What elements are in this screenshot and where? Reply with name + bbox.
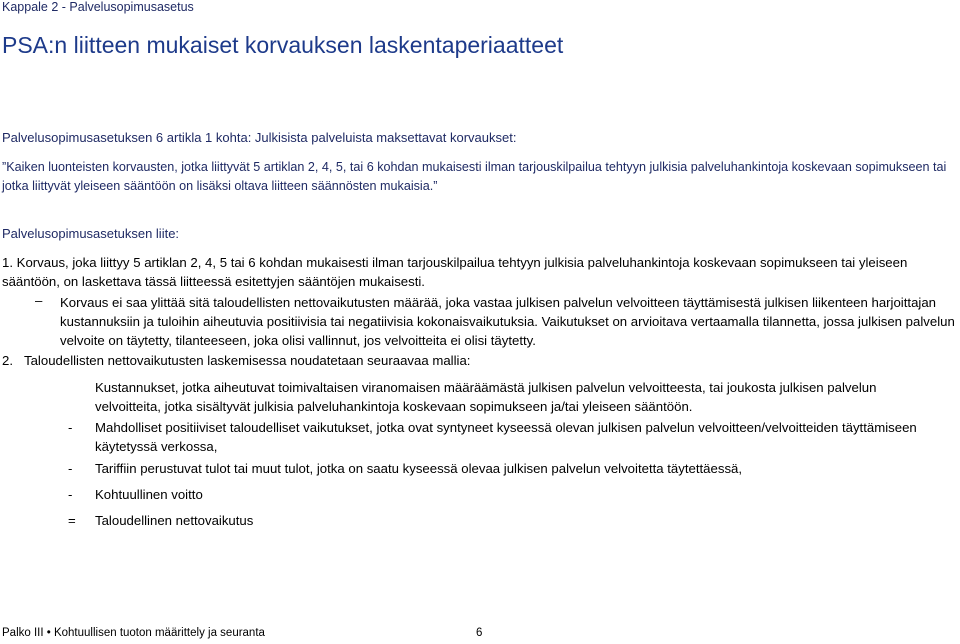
footer-text: Palko III • Kohtuullisen tuoton määrittely ja seuranta (2, 627, 265, 639)
formula-operator: = (68, 513, 76, 528)
section-heading-article: Palvelusopimusasetuksen 6 artikla 1 kohta: Julkisista palveluista maksettavat korvaukset: (2, 130, 517, 145)
formula-term: Mahdolliset positiiviset taloudelliset vaikutukset, jotka ovat syntyneet kyseessä olevan julkisen palvelun velvoitteen/velvoitteiden täyttämiseen käytetyssä verkossa, (95, 420, 917, 454)
formula-costs: Kustannukset, jotka aiheutuvat toimivaltaisen viranomaisen määräämästä julkisen palvelun velvoitteesta, tai joukosta julkisen palvelun velvoitteita, jotka sisältyvät julkisia palveluhankintoja koskevaan sopimukseen ja/tai yleiseen sääntöön. (95, 380, 877, 414)
formula-operator: - (68, 461, 73, 476)
formula-operator: - (68, 487, 73, 502)
article-quote: ”Kaiken luonteisten korvausten, jotka liittyvät 5 artiklan 2, 4, 5, tai 6 kohdan mukaisesti ilman tarjouskilpailua tehtyyn julkisia palveluhankintoja koskevaan sopimukseen tai jotka liittyvät yleiseen sääntöön on lisäksi oltava liitteen säännösten mukaisia.” (2, 160, 947, 193)
formula-result: Taloudellinen nettovaikutus (95, 513, 254, 528)
page-number: 6 (476, 627, 483, 639)
chapter-header: Kappale 2 - Palvelusopimusasetus (2, 0, 194, 14)
formula-term: Tariffiin perustuvat tulot tai muut tulot, jotka on saatu kyseessä olevaa julkisen palvelun velvoitetta täytettäessä, (95, 461, 743, 476)
annex-item-1-dash: – (35, 293, 43, 308)
page-title: PSA:n liitteen mukaiset korvauksen laskentaperiaatteet (2, 32, 564, 58)
annex-item-1: 1. Korvaus, joka liittyy 5 artiklan 2, 4, 5 tai 6 kohdan mukaisesti ilman tarjouskilpailua tehtyyn julkisia palveluhankintoja koskevaan sopimukseen tai yleiseen sääntöön, on laskettava tässä liitteessä esitettyjen sääntöjen mukaisesti. (2, 255, 908, 289)
formula-term: Kohtuullinen voitto (95, 487, 203, 502)
annex-item-2-number: 2. (2, 353, 13, 368)
annex-item-1-subpoint: Korvaus ei saa ylittää sitä taloudellisten nettovaikutusten määrää, joka vastaa julkisen palvelun velvoitteen täyttämisestä julkisen liikenteen harjoittajan kustannuksiin ja tuloihin aiheutuvia positiivisia tai negatiivisia kokonaisvaikutuksia. Vaikutukset on arvioitava vertaamalla tilannetta, jossa julkisen palvelun velvoite on täytetty, tilanteeseen, joka olisi vallinnut, jos velvoitteita ei olisi täytetty. (60, 295, 955, 348)
section-heading-annex: Palvelusopimusasetuksen liite: (2, 226, 180, 241)
annex-item-2: Taloudellisten nettovaikutusten laskemisessa noudatetaan seuraavaa mallia: (24, 353, 471, 368)
formula-operator: - (68, 420, 73, 435)
